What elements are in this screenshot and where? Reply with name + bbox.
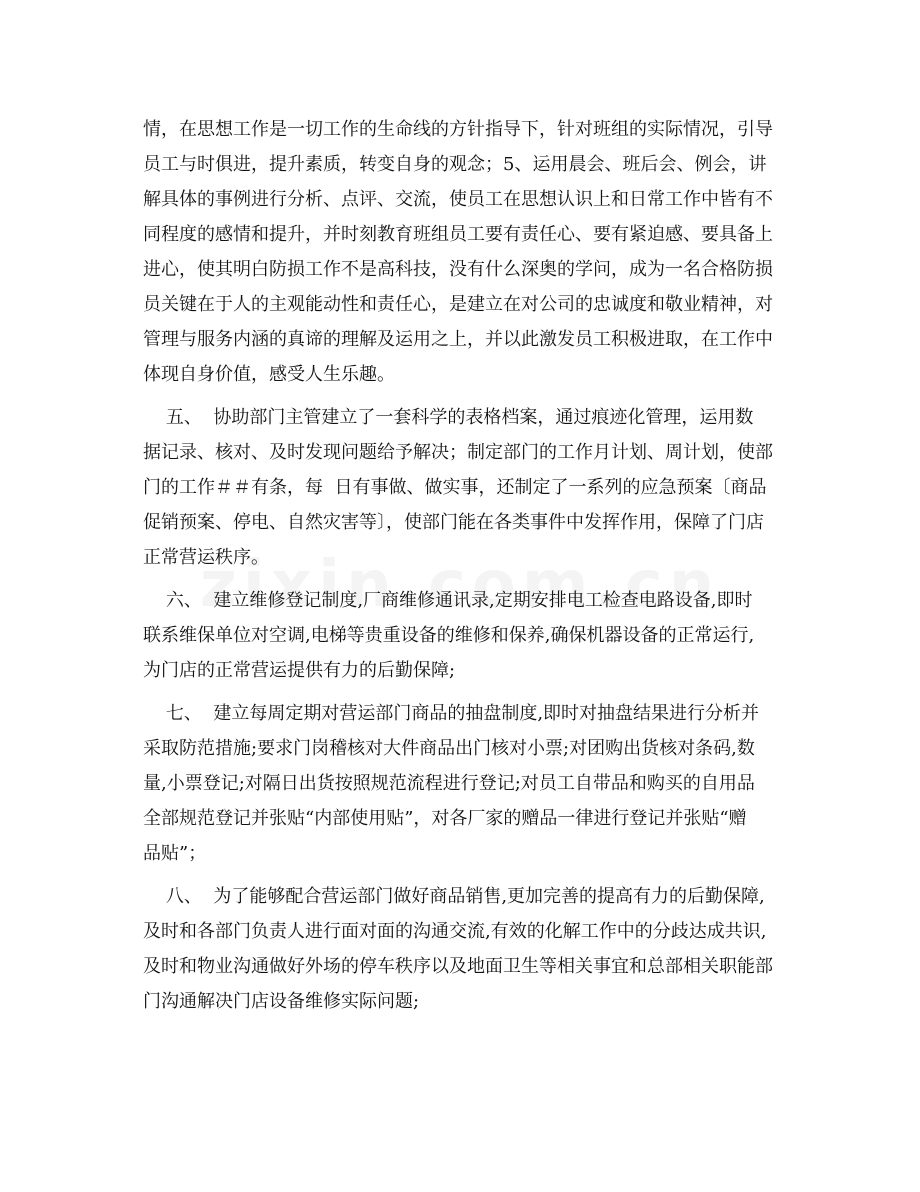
text-line: 员关键在于人的主观能动性和责任心，是建立在对公司的忠诚度和敬业精神，对 — [143, 294, 773, 315]
paragraph — [143, 879, 783, 1019]
text-line: 正常营运秩序。 — [143, 547, 269, 568]
text-line: 采取防范措施;要求门岗稽核对大件商品出门核对小票;对团购出货核对条码,数 — [143, 738, 755, 759]
text-line: 五、 协助部门主管建立了一套科学的表格档案，通过痕迹化管理，运用数 — [143, 407, 754, 428]
text-line: 管理与服务内涵的真谛的理解及运用之上，并以此激发员工积极进取，在工作中 — [143, 329, 773, 350]
document-body — [143, 112, 783, 1027]
paragraph — [143, 696, 783, 871]
text-line: 解具体的事例进行分析、点评、交流，使员工在思想认识上和日常工作中皆有不 — [143, 189, 773, 210]
text-line: 促销预案、停电、自然灾害等〕，使部门能在各类事件中发挥作用，保障了门店 — [143, 512, 764, 533]
text-line: 联系维保单位对空调,电梯等贵重设备的维修和保养,确保机器设备的正常运行, — [143, 625, 755, 646]
text-line: 八、 为了能够配合营运部门做好商品销售,更加完善的提高有力的后勤保障, — [143, 886, 765, 907]
text-line: 门沟通解决门店设备维修实际问题; — [143, 991, 420, 1012]
text-line: 品贴”； — [143, 843, 207, 864]
paragraph — [143, 112, 783, 392]
text-line: 为门店的正常营运提供有力的后勤保障; — [143, 660, 456, 681]
paragraph — [143, 400, 783, 575]
text-line: 门的工作＃＃有条，每 日有事做、做实事，还制定了一系列的应急预案〔商品 — [143, 477, 767, 498]
text-line: 据记录、核对、及时发现问题给予解决；制定部门的工作月计划、周计划，使部 — [143, 442, 773, 463]
paragraph — [143, 583, 783, 688]
text-line: 同程度的感情和提升，并时刻教育班组员工要有责任心、要有紧迫感、要具备上 — [143, 224, 773, 245]
text-line: 七、 建立每周定期对营运部门商品的抽盘制度,即时对抽盘结果进行分析并 — [143, 703, 760, 724]
text-line: 量,小票登记;对隔日出货按照规范流程进行登记;对员工自带品和购买的自用品 — [143, 773, 755, 794]
text-line: 六、 建立维修登记制度,厂商维修通讯录,定期安排电工检查电路设备,即时 — [143, 590, 753, 611]
text-line: 体现自身价值，感受人生乐趣。 — [143, 364, 395, 385]
text-line: 及时和物业沟通做好外场的停车秩序以及地面卫生等相关事宜和总部相关职能部 — [143, 956, 773, 977]
text-line: 员工与时俱进，提升素质，转变自身的观念；5、运用晨会、班后会、例会，讲 — [143, 154, 767, 175]
text-line: 情，在思想工作是一切工作的生命线的方针指导下，针对班组的实际情况，引导 — [143, 119, 773, 140]
text-line: 进心，使其明白防损工作不是高科技，没有什么深奥的学问，成为一名合格防损 — [143, 259, 773, 280]
text-line: 全部规范登记并张贴“内部使用贴”，对各厂家的赠品一律进行登记并张贴“赠 — [143, 808, 747, 829]
text-line: 及时和各部门负责人进行面对面的沟通交流,有效的化解工作中的分歧达成共识, — [143, 921, 767, 942]
